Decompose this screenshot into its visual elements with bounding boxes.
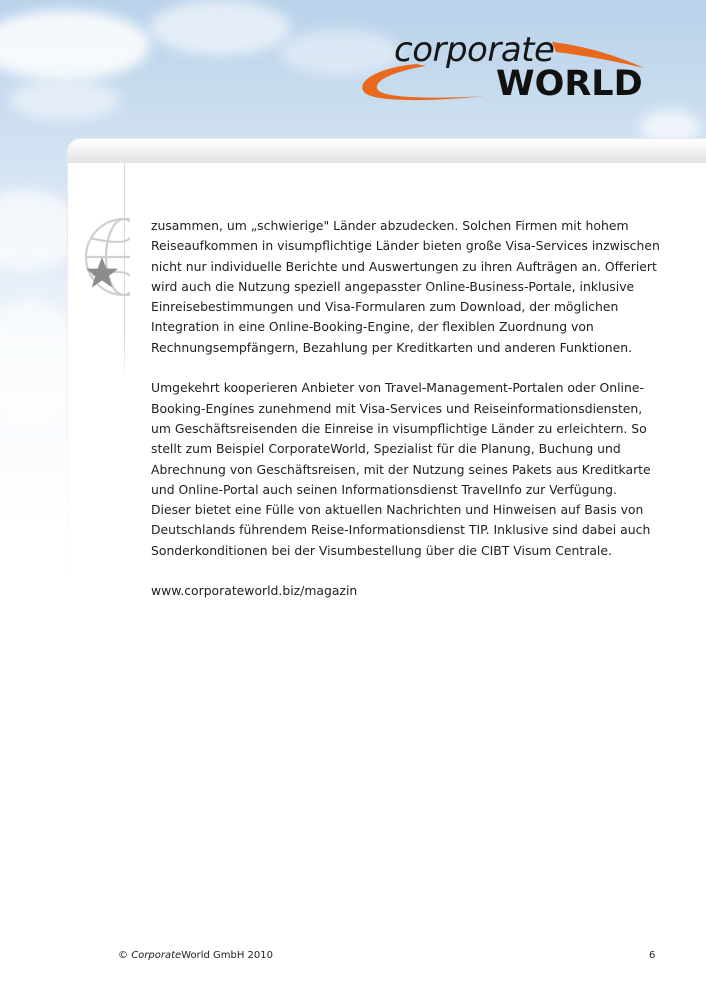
text-line: Booking-Engines zunehmend mit Visa-Services und Reiseinformationsdiensten, [151, 400, 643, 416]
text-line: Sonderkonditionen bei der Visumbestellung über die CIBT Visum Centrale. [151, 542, 612, 558]
logo-text-world: WORLD [496, 64, 643, 104]
paragraph [151, 378, 651, 561]
footer-company-rest: World GmbH 2010 [181, 950, 274, 961]
article-body [151, 216, 660, 622]
corporate-world-logo [356, 30, 646, 110]
text-line: wird auch die Nutzung speziell angepasster Online-Business-Portale, inklusive [151, 278, 635, 294]
content-panel-header-bar [67, 138, 706, 163]
website-link[interactable]: www.corporateworld.biz/magazin [151, 583, 358, 599]
text-line: nicht nur individuelle Berichte und Auswertungen zu ihren Aufträgen an. Offeriert [151, 258, 657, 274]
text-line: und Online-Portal auch seinen Informationsdienst TravelInfo zur Verfügung. [151, 481, 617, 497]
text-line: Umgekehrt kooperieren Anbieter von Travel-Management-Portalen oder Online- [151, 380, 644, 396]
text-line: um Geschäftsreisenden die Einreise in visumpflichtige Länder zu erleichtern. So [151, 420, 647, 436]
text-line: Reiseaufkommen in visumpflichtige Länder bieten große Visa-Services inzwischen [151, 238, 660, 254]
text-line: Abrechnung von Geschäftsreisen, mit der Nutzung seines Pakets aus Kreditkarte [151, 461, 651, 477]
panel-left-edge [67, 162, 68, 602]
text-line: zusammen, um „schwierige" Länder abzudecken. Solchen Firmen mit hohem [151, 218, 629, 233]
text-line: Rechnungsempfängern, Bezahlung per Kreditkarten und anderen Funktionen. [151, 339, 633, 355]
copyright-symbol: © [118, 950, 128, 961]
paragraph [151, 216, 660, 358]
text-line: Dieser bietet eine Fülle von aktuellen Nachrichten und Hinweisen auf Basis von [151, 502, 644, 518]
page-number: 6 [649, 950, 656, 961]
logo-text-corporate: corporate [394, 30, 555, 70]
footer-copyright [118, 950, 273, 961]
text-line: Einreisebestimmungen und Visa-Formularen zum Download, der möglichen [151, 299, 619, 315]
globe-star-icon [76, 216, 130, 298]
text-line: Deutschlands führendem Reise-Informationsdienst TIP. Inklusive sind dabei auch [151, 522, 651, 538]
footer-company-italic: Corporate [131, 950, 182, 961]
text-line: Integration in eine Online-Booking-Engine, der flexiblen Zuordnung von [151, 319, 594, 335]
paragraph [151, 581, 651, 601]
text-line: stellt zum Beispiel CorporateWorld, Spezialist für die Planung, Buchung und [151, 441, 621, 457]
